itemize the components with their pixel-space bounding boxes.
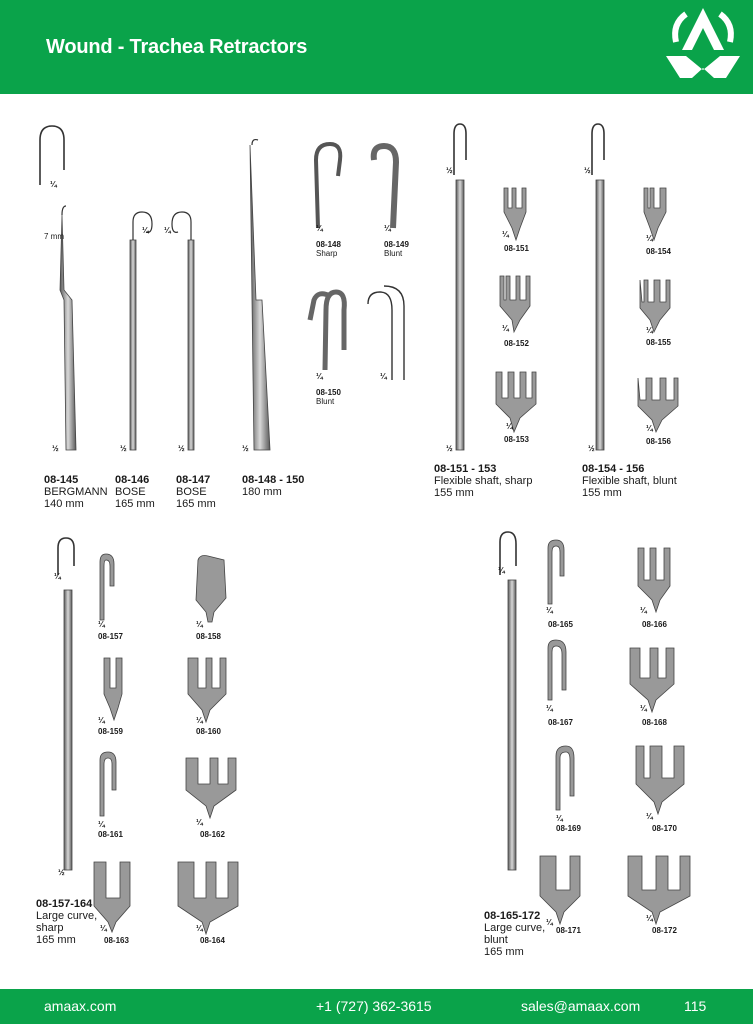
product-name: Large curve, (484, 922, 546, 934)
scale-marker: ½ (58, 868, 65, 877)
hook-detail-08-151 (454, 124, 466, 175)
product-08-157-164 (36, 898, 97, 946)
handle-08-151 (456, 180, 464, 450)
scale-marker: ¼ (54, 572, 61, 581)
tip-code: 08-169 (556, 824, 581, 833)
rake-08-154 (644, 188, 666, 240)
tip-08-166 (638, 548, 670, 612)
product-code: 08-165-172 (484, 910, 541, 922)
tip-08-159 (104, 658, 122, 720)
tip-code: 08-166 (642, 620, 667, 629)
tip-code: 08-155 (646, 338, 671, 347)
scale-marker: ¼ (502, 324, 509, 333)
tip-code: 08-162 (200, 830, 225, 839)
product-code: 08-145 (44, 474, 79, 486)
tip-code: 08-171 (556, 926, 581, 935)
tip-code: 08-163 (104, 936, 129, 945)
scale-marker: ½ (52, 444, 59, 453)
tip-08-157 (100, 554, 114, 620)
product-code: 08-151 - 153 (434, 463, 497, 475)
tip-subtitle: Blunt (384, 249, 403, 258)
phone-number[interactable]: +1 (727) 362-3615 (316, 998, 432, 1014)
handle-08-165 (508, 580, 516, 870)
tip-08-161 (100, 752, 116, 816)
scale-marker: ¼ (506, 422, 513, 431)
product-code: 08-148 - 150 (242, 474, 305, 486)
product-name: Flexible shaft, sharp (434, 475, 533, 487)
scale-marker: ¼ (316, 372, 323, 381)
scale-marker: ¼ (546, 606, 553, 615)
product-08-151-153 (434, 463, 532, 499)
tip-code: 08-149 (384, 240, 409, 249)
tip-08-158 (196, 556, 226, 623)
scale-marker: ¼ (640, 704, 647, 713)
tip-08-168 (630, 648, 674, 712)
product-name: blunt (484, 934, 508, 946)
handle-08-157 (64, 590, 72, 870)
scale-marker: ¼ (316, 224, 323, 233)
page-title: Wound - Trachea Retractors (46, 36, 308, 58)
scale-marker: ½ (120, 444, 127, 453)
tip-code: 08-157 (98, 632, 123, 641)
hook-detail-08-150-alt (368, 286, 404, 380)
product-size: 180 mm (242, 486, 282, 498)
tip-08-162 (186, 758, 236, 818)
product-code: 08-154 - 156 (582, 463, 645, 475)
tip-08-163 (94, 862, 130, 932)
tip-08-160 (188, 658, 226, 722)
scale-marker: ¼ (196, 620, 203, 629)
handle-08-148 (250, 145, 270, 450)
scale-marker: ¼ (556, 814, 563, 823)
scale-marker: ¼ (646, 812, 653, 821)
tip-code: 08-172 (652, 926, 677, 935)
scale-marker: ½ (584, 166, 591, 175)
scale-marker: ¼ (384, 224, 391, 233)
tip-08-169 (556, 746, 574, 810)
tip-code: 08-152 (504, 339, 529, 348)
rake-08-155 (640, 280, 670, 332)
product-size: 155 mm (434, 487, 474, 499)
product-name: Large curve, (36, 910, 98, 922)
scale-marker: ¼ (498, 566, 505, 575)
tip-08-165 (548, 540, 564, 604)
hook-detail-08-154 (592, 124, 604, 175)
hook-detail-08-149 (374, 146, 396, 228)
product-name: BOSE (176, 486, 207, 498)
tip-code: 08-161 (98, 830, 123, 839)
scale-marker: ¼ (98, 820, 105, 829)
rake-08-156 (638, 378, 678, 432)
scale-marker: ¼ (196, 924, 203, 933)
product-name: BERGMANN (44, 486, 108, 498)
handle-08-154 (596, 180, 604, 450)
scale-marker: ¼ (380, 372, 387, 381)
scale-marker: ½ (178, 444, 185, 453)
tip-code: 08-150 (316, 388, 341, 397)
tip-code: 08-154 (646, 247, 671, 256)
scale-marker: ¼ (546, 918, 553, 927)
tip-code: 08-168 (642, 718, 667, 727)
page-number: 115 (684, 998, 707, 1014)
scale-marker: ¼ (646, 914, 653, 923)
scale-marker: ¼ (196, 818, 203, 827)
tip-08-164 (178, 862, 238, 934)
tip-code: 08-165 (548, 620, 573, 629)
product-name: Flexible shaft, blunt (582, 475, 677, 487)
scale-marker: ½ (446, 166, 453, 175)
scale-marker: ½ (242, 444, 249, 453)
product-size: 165 mm (176, 498, 216, 510)
product-size: 165 mm (115, 498, 155, 510)
scale-marker: ¼ (164, 226, 171, 235)
handle-08-146 (130, 240, 136, 450)
scale-marker: ¼ (100, 924, 107, 933)
product-size: 165 mm (484, 946, 524, 958)
hook-detail-08-150 (310, 292, 344, 370)
rake-08-153 (496, 372, 536, 432)
scale-marker: ¼ (640, 606, 647, 615)
tip-code: 08-159 (98, 727, 123, 736)
tip-code: 08-167 (548, 718, 573, 727)
product-08-146 (115, 474, 155, 510)
product-08-154-156 (582, 463, 677, 499)
scale-marker: ½ (588, 444, 595, 453)
product-size: 155 mm (582, 487, 622, 499)
hook-detail-08-148 (316, 144, 340, 228)
tip-code: 08-156 (646, 437, 671, 446)
tip-08-172 (628, 856, 690, 924)
scale-marker: ½ (446, 444, 453, 453)
tip-code: 08-153 (504, 435, 529, 444)
product-08-165-172 (484, 910, 545, 958)
email-link[interactable]: sales@amaax.com (521, 998, 641, 1014)
tip-code: 08-164 (200, 936, 225, 945)
product-size: 165 mm (36, 934, 76, 946)
product-08-148-150 (242, 474, 304, 498)
scale-marker: ¼ (50, 180, 57, 189)
product-code: 08-147 (176, 474, 211, 486)
tip-subtitle: Sharp (316, 249, 338, 258)
handle-08-147 (188, 240, 194, 450)
tip-08-170 (636, 746, 684, 814)
handle-08-145 (60, 215, 76, 450)
product-code: 08-157-164 (36, 898, 93, 910)
scale-marker: ¼ (98, 716, 105, 725)
product-name: BOSE (115, 486, 146, 498)
footer-bar (0, 989, 753, 1024)
hook-detail-08-157 (58, 538, 74, 575)
hook-detail-08-145 (40, 126, 64, 185)
tip-subtitle: Blunt (316, 397, 335, 406)
tip-code: 08-151 (504, 244, 529, 253)
tip-dimension: 7 mm (44, 232, 64, 241)
product-08-145 (44, 474, 108, 510)
scale-marker: ¼ (646, 234, 653, 243)
scale-marker: ¼ (646, 424, 653, 433)
tip-code: 08-148 (316, 240, 341, 249)
website-link[interactable]: amaax.com (44, 998, 117, 1014)
product-name: sharp (36, 922, 64, 934)
scale-marker: ¼ (546, 704, 553, 713)
scale-marker: ¼ (196, 716, 203, 725)
scale-marker: ¼ (98, 620, 105, 629)
product-08-147 (176, 474, 216, 510)
scale-marker: ¼ (142, 226, 149, 235)
product-code: 08-146 (115, 474, 150, 486)
tip-code: 08-170 (652, 824, 677, 833)
tip-code: 08-160 (196, 727, 221, 736)
tip-08-171 (540, 856, 580, 924)
tip-08-167 (548, 640, 566, 700)
scale-marker: ¼ (646, 326, 653, 335)
scale-marker: ¼ (502, 230, 509, 239)
tip-code: 08-158 (196, 632, 221, 641)
product-size: 140 mm (44, 498, 84, 510)
